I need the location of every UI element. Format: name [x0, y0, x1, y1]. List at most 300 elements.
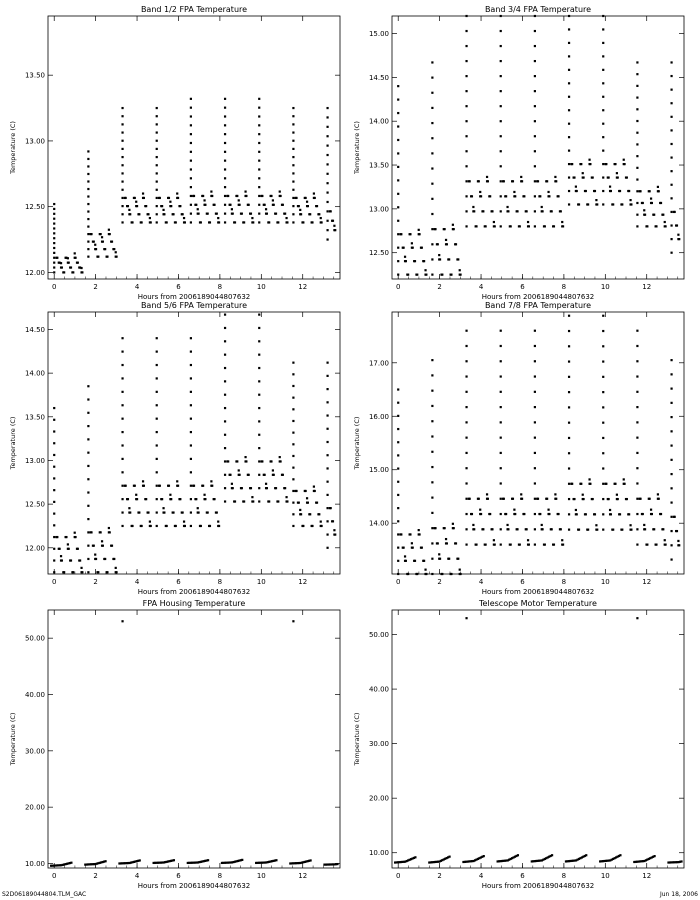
data-point: [457, 258, 459, 260]
data-point: [662, 528, 664, 530]
data-point: [636, 375, 638, 377]
data-point: [307, 205, 309, 207]
data-point: [465, 437, 467, 439]
data-point: [453, 228, 455, 230]
data-point: [534, 467, 536, 469]
data-point: [121, 164, 123, 166]
data-point: [480, 513, 482, 515]
data-point: [60, 555, 62, 557]
data-point: [500, 120, 502, 122]
data-point: [179, 498, 181, 500]
data-point: [292, 525, 294, 527]
data-point: [87, 465, 89, 467]
data-point: [326, 210, 328, 212]
data-point: [121, 205, 123, 207]
data-point: [438, 254, 440, 256]
data-point: [258, 142, 260, 144]
x-tick-label: 12: [642, 578, 652, 586]
data-point: [320, 525, 322, 527]
data-point: [551, 854, 553, 856]
data-point: [450, 573, 452, 575]
data-point: [162, 507, 164, 509]
data-point: [397, 220, 399, 222]
data-point: [414, 856, 416, 858]
data-point: [106, 571, 108, 573]
data-point: [544, 225, 546, 227]
data-point: [639, 190, 641, 192]
data-point: [397, 206, 399, 208]
data-point: [452, 523, 454, 525]
data-point: [500, 105, 502, 107]
data-point: [72, 271, 74, 273]
data-point: [53, 247, 55, 249]
data-point: [560, 528, 562, 530]
data-point: [121, 107, 123, 109]
data-point: [204, 498, 206, 500]
data-point: [397, 573, 399, 575]
data-point: [568, 498, 570, 500]
data-point: [636, 437, 638, 439]
data-point: [53, 213, 55, 215]
data-point: [516, 528, 518, 530]
data-point: [670, 170, 672, 172]
data-point: [568, 513, 570, 515]
data-point: [53, 536, 55, 538]
data-point: [568, 55, 570, 57]
data-point: [431, 152, 433, 154]
data-point: [258, 177, 260, 179]
data-point: [602, 422, 604, 424]
data-point: [299, 509, 301, 511]
data-point: [568, 109, 570, 111]
data-point: [177, 197, 179, 199]
data-point: [179, 205, 181, 207]
data-point: [224, 434, 226, 436]
chart-title: Band 7/8 FPA Temperature: [484, 301, 592, 310]
data-point: [582, 494, 584, 496]
data-point: [623, 163, 625, 165]
data-point: [104, 248, 106, 250]
data-point: [326, 467, 328, 469]
data-point: [326, 220, 328, 222]
data-point: [670, 544, 672, 546]
y-tick-label: 40.00: [368, 685, 389, 694]
data-point: [397, 193, 399, 195]
data-point: [292, 432, 294, 434]
x-tick-label: 12: [642, 283, 652, 291]
data-point: [295, 197, 297, 199]
data-point: [190, 471, 192, 473]
data-point: [176, 480, 178, 482]
data-point: [541, 206, 543, 208]
data-point: [77, 262, 79, 264]
data-point: [307, 502, 309, 504]
data-point: [670, 238, 672, 240]
data-point: [664, 539, 666, 541]
x-tick-label: 4: [134, 283, 140, 291]
data-point: [258, 500, 260, 502]
x-tick-label: 6: [176, 283, 181, 291]
chart-title: FPA Housing Temperature: [142, 599, 246, 608]
data-point: [487, 498, 489, 500]
data-point: [65, 536, 67, 538]
data-point: [70, 559, 72, 561]
data-point: [326, 388, 328, 390]
y-axis-label: Temperature (C): [353, 121, 361, 174]
data-point: [602, 42, 604, 44]
x-tick-label: 0: [395, 283, 401, 291]
data-point: [602, 391, 604, 393]
data-point: [646, 543, 648, 545]
data-point: [302, 525, 304, 527]
data-point: [106, 256, 108, 258]
data-point: [494, 225, 496, 227]
data-point: [190, 458, 192, 460]
data-point: [623, 159, 625, 161]
data-point: [270, 195, 272, 197]
data-point: [300, 213, 302, 215]
data-point: [472, 524, 474, 526]
data-point: [90, 531, 92, 533]
data-point: [636, 120, 638, 122]
data-point: [53, 430, 55, 432]
data-point: [653, 855, 655, 857]
plot-frame: [48, 312, 340, 574]
data-point: [258, 168, 260, 170]
data-point: [213, 498, 215, 500]
data-point: [87, 188, 89, 190]
data-point: [636, 214, 638, 216]
data-point: [272, 469, 274, 471]
y-tick-label: 13.50: [24, 71, 45, 80]
data-point: [587, 203, 589, 205]
data-point: [243, 221, 245, 223]
y-tick-label: 14.50: [24, 325, 45, 334]
data-point: [425, 274, 427, 276]
data-point: [326, 116, 328, 118]
data-point: [431, 228, 433, 230]
data-point: [128, 209, 130, 211]
data-point: [182, 213, 184, 215]
data-point: [473, 210, 475, 212]
data-point: [138, 213, 140, 215]
data-point: [534, 45, 536, 47]
data-point: [131, 221, 133, 223]
data-point: [489, 195, 491, 197]
data-point: [571, 483, 573, 485]
data-point: [471, 513, 473, 515]
data-point: [431, 405, 433, 407]
data-point: [258, 115, 260, 117]
data-point: [636, 543, 638, 545]
data-point: [568, 150, 570, 152]
data-point: [425, 573, 427, 575]
data-point: [636, 421, 638, 423]
data-point: [258, 460, 260, 462]
data-point: [629, 524, 631, 526]
data-point: [644, 214, 646, 216]
x-axis-label: Hours from 2006189044807632: [481, 293, 595, 301]
data-point: [580, 163, 582, 165]
data-point: [670, 373, 672, 375]
data-point: [653, 528, 655, 530]
data-point: [677, 540, 679, 542]
data-point: [553, 543, 555, 545]
data-point: [465, 120, 467, 122]
data-point: [649, 498, 651, 500]
data-point: [592, 498, 594, 500]
y-tick-label: 50.00: [368, 631, 389, 640]
data-point: [156, 205, 158, 207]
data-point: [397, 247, 399, 249]
data-point: [465, 467, 467, 469]
data-point: [150, 221, 152, 223]
data-point: [500, 180, 502, 182]
data-point: [431, 420, 433, 422]
data-point: [94, 244, 96, 246]
data-point: [190, 204, 192, 206]
data-point: [534, 513, 536, 515]
data-point: [313, 192, 315, 194]
data-point: [568, 330, 570, 332]
data-point: [53, 419, 55, 421]
data-point: [503, 180, 505, 182]
data-point: [561, 539, 563, 541]
data-point: [602, 529, 604, 531]
data-point: [292, 455, 294, 457]
data-point: [232, 487, 234, 489]
data-point: [534, 225, 536, 227]
y-tick-label: 15.00: [368, 466, 389, 475]
data-point: [314, 197, 316, 199]
data-point: [177, 485, 179, 487]
data-point: [441, 573, 443, 575]
x-tick-label: 4: [478, 283, 484, 291]
data-point: [115, 571, 117, 573]
data-point: [61, 559, 63, 561]
data-point: [431, 274, 433, 276]
data-point: [407, 274, 409, 276]
data-point: [585, 854, 587, 856]
data-point: [175, 221, 177, 223]
data-point: [555, 498, 557, 500]
data-point: [489, 513, 491, 515]
data-point: [670, 430, 672, 432]
data-point: [136, 498, 138, 500]
data-point: [142, 480, 144, 482]
data-point: [156, 107, 158, 109]
data-point: [397, 179, 399, 181]
data-point: [431, 558, 433, 560]
data-point: [670, 116, 672, 118]
series-points: [397, 15, 680, 276]
data-point: [670, 516, 672, 518]
data-point: [670, 102, 672, 104]
data-point: [156, 180, 158, 182]
data-point: [621, 203, 623, 205]
data-point: [292, 115, 294, 117]
data-point: [485, 543, 487, 545]
data-point: [670, 143, 672, 145]
data-point: [279, 460, 281, 462]
data-point: [548, 513, 550, 515]
data-point: [500, 482, 502, 484]
data-point: [121, 364, 123, 366]
data-point: [431, 374, 433, 376]
data-point: [318, 513, 320, 515]
data-point: [284, 213, 286, 215]
data-point: [127, 498, 129, 500]
data-point: [605, 483, 607, 485]
data-point: [596, 203, 598, 205]
data-point: [568, 406, 570, 408]
data-point: [134, 197, 136, 199]
data-point: [224, 460, 226, 462]
data-point: [326, 481, 328, 483]
data-point: [299, 209, 301, 211]
data-point: [450, 274, 452, 276]
data-point: [605, 163, 607, 165]
data-point: [602, 345, 604, 347]
data-point: [506, 524, 508, 526]
data-point: [475, 543, 477, 545]
data-point: [469, 180, 471, 182]
data-point: [273, 204, 275, 206]
data-point: [500, 375, 502, 377]
data-point: [397, 139, 399, 141]
data-point: [397, 260, 399, 262]
data-point: [465, 15, 467, 17]
data-point: [651, 513, 653, 515]
data-point: [224, 142, 226, 144]
data-point: [602, 203, 604, 205]
data-point: [493, 221, 495, 223]
data-point: [190, 98, 192, 100]
data-point: [534, 528, 536, 530]
data-point: [224, 340, 226, 342]
data-point: [147, 511, 149, 513]
data-point: [63, 571, 65, 573]
data-point: [487, 180, 489, 182]
data-point: [642, 202, 644, 204]
x-tick-label: 10: [600, 578, 610, 586]
data-point: [602, 123, 604, 125]
data-point: [244, 190, 246, 192]
data-point: [500, 437, 502, 439]
data-point: [404, 256, 406, 258]
data-point: [326, 238, 328, 240]
data-point: [397, 441, 399, 443]
data-point: [292, 221, 294, 223]
data-point: [500, 135, 502, 137]
data-point: [596, 529, 598, 531]
data-point: [63, 271, 65, 273]
data-point: [190, 337, 192, 339]
data-point: [423, 560, 425, 562]
data-point: [431, 213, 433, 215]
x-tick-label: 2: [437, 578, 442, 586]
data-point: [636, 467, 638, 469]
data-point: [445, 239, 447, 241]
data-point: [459, 569, 461, 571]
data-point: [676, 530, 678, 532]
data-point: [258, 394, 260, 396]
data-point: [500, 391, 502, 393]
data-point: [521, 180, 523, 182]
x-tick-label: 0: [395, 578, 401, 586]
data-point: [670, 359, 672, 361]
data-point: [534, 180, 536, 182]
data-point: [677, 234, 679, 236]
data-point: [465, 135, 467, 137]
data-point: [68, 262, 70, 264]
data-point: [172, 511, 174, 513]
data-point: [209, 525, 211, 527]
data-point: [182, 511, 184, 513]
data-point: [258, 204, 260, 206]
data-point: [172, 213, 174, 215]
data-point: [53, 257, 55, 259]
data-point: [53, 466, 55, 468]
data-point: [129, 213, 131, 215]
data-point: [568, 437, 570, 439]
series-points: [50, 620, 339, 867]
data-point: [168, 197, 170, 199]
data-point: [475, 225, 477, 227]
data-point: [326, 126, 328, 128]
plot-frame: [48, 16, 340, 279]
data-point: [190, 498, 192, 500]
data-point: [592, 176, 594, 178]
data-point: [108, 229, 110, 231]
data-point: [161, 498, 163, 500]
data-point: [578, 203, 580, 205]
data-point: [602, 513, 604, 515]
data-point: [465, 75, 467, 77]
data-point: [326, 454, 328, 456]
data-point: [674, 516, 676, 518]
data-point: [500, 45, 502, 47]
data-point: [104, 860, 106, 862]
data-point: [193, 485, 195, 487]
data-point: [139, 859, 141, 861]
data-point: [100, 233, 102, 235]
data-point: [121, 148, 123, 150]
data-point: [121, 485, 123, 487]
data-point: [292, 620, 294, 622]
data-point: [623, 483, 625, 485]
data-point: [568, 422, 570, 424]
data-point: [657, 186, 659, 188]
data-point: [465, 482, 467, 484]
data-point: [636, 452, 638, 454]
data-point: [156, 511, 158, 513]
data-point: [184, 525, 186, 527]
data-point: [568, 15, 570, 17]
x-axis-label: Hours from 2006189044807632: [137, 293, 251, 301]
data-point: [138, 511, 140, 513]
data-point: [111, 241, 113, 243]
data-point: [250, 487, 252, 489]
y-tick-label: 13.00: [24, 456, 45, 465]
data-point: [437, 542, 439, 544]
data-point: [548, 195, 550, 197]
data-point: [156, 364, 158, 366]
data-point: [534, 498, 536, 500]
data-point: [67, 257, 69, 259]
data-point: [190, 391, 192, 393]
data-point: [204, 204, 206, 206]
